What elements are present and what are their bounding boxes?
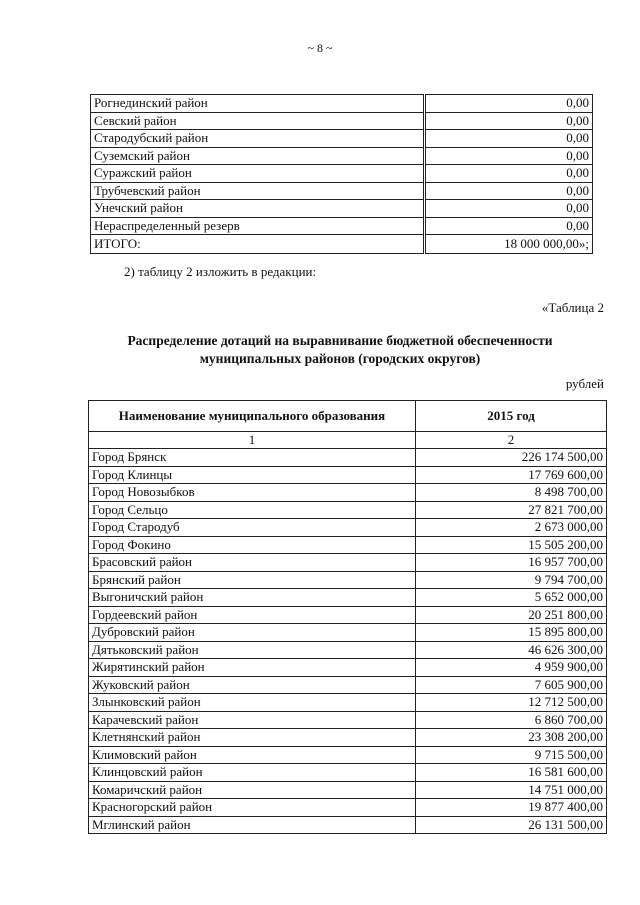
row-value: 46 626 300,00 bbox=[416, 641, 607, 659]
row-name: Севский район bbox=[91, 112, 425, 130]
row-value: 8 498 700,00 bbox=[416, 484, 607, 502]
row-name: Суражский район bbox=[91, 165, 425, 183]
row-value: 2 673 000,00 bbox=[416, 519, 607, 537]
row-value: 18 000 000,00»; bbox=[425, 235, 593, 254]
table-row bbox=[91, 147, 593, 165]
row-value: 16 581 600,00 bbox=[416, 764, 607, 782]
row-name: Выгоничский район bbox=[89, 589, 416, 607]
table-row bbox=[89, 449, 607, 467]
row-value: 0,00 bbox=[425, 112, 593, 130]
row-value: 14 751 000,00 bbox=[416, 781, 607, 799]
row-value: 6 860 700,00 bbox=[416, 711, 607, 729]
row-value: 7 605 900,00 bbox=[416, 676, 607, 694]
column-number-2: 2 bbox=[416, 432, 607, 449]
page-number: ~ 8 ~ bbox=[307, 41, 333, 55]
row-name: Комаричский район bbox=[89, 781, 416, 799]
row-value: 17 769 600,00 bbox=[416, 466, 607, 484]
table-row bbox=[89, 624, 607, 642]
column-header-year: 2015 год bbox=[416, 401, 607, 432]
row-value: 20 251 800,00 bbox=[416, 606, 607, 624]
table-row bbox=[89, 694, 607, 712]
table-row bbox=[89, 746, 607, 764]
table-row bbox=[89, 501, 607, 519]
table-1-body bbox=[91, 95, 593, 254]
row-name: Трубчевский район bbox=[91, 182, 425, 200]
row-value: 0,00 bbox=[425, 147, 593, 165]
row-name: Карачевский район bbox=[89, 711, 416, 729]
row-name: Нераспределенный резерв bbox=[91, 217, 425, 235]
column-number-1: 1 bbox=[89, 432, 416, 449]
row-name: ИТОГО: bbox=[91, 235, 425, 254]
table-row bbox=[89, 641, 607, 659]
row-name: Город Клинцы bbox=[89, 466, 416, 484]
table-heading-line-1: Распределение дотаций на выравнивание бюджетной обеспеченности bbox=[127, 333, 553, 348]
row-name: Клетнянский район bbox=[89, 729, 416, 747]
row-name: Гордеевский район bbox=[89, 606, 416, 624]
row-name: Суземский район bbox=[91, 147, 425, 165]
table-row bbox=[89, 606, 607, 624]
row-name: Красногорский район bbox=[89, 799, 416, 817]
row-name: Город Сельцо bbox=[89, 501, 416, 519]
row-name: Город Брянск bbox=[89, 449, 416, 467]
table-row bbox=[89, 466, 607, 484]
table-2-header-row bbox=[89, 401, 607, 432]
table-row bbox=[89, 571, 607, 589]
table-row bbox=[89, 764, 607, 782]
row-value: 9 715 500,00 bbox=[416, 746, 607, 764]
table-row bbox=[91, 217, 593, 235]
table-row bbox=[89, 554, 607, 572]
row-value: 0,00 bbox=[425, 130, 593, 148]
table-row bbox=[89, 659, 607, 677]
row-name: Стародубский район bbox=[91, 130, 425, 148]
row-name: Город Новозыбков bbox=[89, 484, 416, 502]
row-value: 15 895 800,00 bbox=[416, 624, 607, 642]
row-value: 26 131 500,00 bbox=[416, 816, 607, 834]
row-value: 0,00 bbox=[425, 165, 593, 183]
table-row bbox=[89, 536, 607, 554]
table-2-body bbox=[89, 449, 607, 834]
row-value: 27 821 700,00 bbox=[416, 501, 607, 519]
amendment-paragraph: 2) таблицу 2 изложить в редакции: bbox=[124, 264, 317, 279]
table-row bbox=[91, 235, 593, 254]
table-row bbox=[89, 519, 607, 537]
row-value: 0,00 bbox=[425, 217, 593, 235]
row-value: 19 877 400,00 bbox=[416, 799, 607, 817]
table-row bbox=[89, 711, 607, 729]
row-name: Дубровский район bbox=[89, 624, 416, 642]
units-label: рублей bbox=[565, 376, 604, 391]
row-value: 16 957 700,00 bbox=[416, 554, 607, 572]
row-value: 0,00 bbox=[425, 200, 593, 218]
table-row bbox=[89, 484, 607, 502]
table-row bbox=[89, 589, 607, 607]
row-value: 5 652 000,00 bbox=[416, 589, 607, 607]
row-name: Жуковский район bbox=[89, 676, 416, 694]
table-row bbox=[91, 112, 593, 130]
table-row bbox=[89, 799, 607, 817]
table-row bbox=[89, 676, 607, 694]
row-name: Клинцовский район bbox=[89, 764, 416, 782]
table-heading-line-2: муниципальных районов (городских округов) bbox=[199, 351, 481, 366]
row-value: 12 712 500,00 bbox=[416, 694, 607, 712]
row-name: Климовский район bbox=[89, 746, 416, 764]
table-row bbox=[89, 816, 607, 834]
row-value: 0,00 bbox=[425, 182, 593, 200]
row-name: Город Фокино bbox=[89, 536, 416, 554]
table-2-column-numbers bbox=[89, 432, 607, 449]
row-name: Мглинский район bbox=[89, 816, 416, 834]
table-heading bbox=[80, 332, 600, 368]
table-row bbox=[91, 200, 593, 218]
row-value: 4 959 900,00 bbox=[416, 659, 607, 677]
row-name: Злынковский район bbox=[89, 694, 416, 712]
table-1-continuation bbox=[90, 94, 593, 254]
row-name: Город Стародуб bbox=[89, 519, 416, 537]
row-name: Брянский район bbox=[89, 571, 416, 589]
table-row bbox=[91, 182, 593, 200]
row-value: 9 794 700,00 bbox=[416, 571, 607, 589]
row-name: Рогнединский район bbox=[91, 95, 425, 113]
row-name: Брасовский район bbox=[89, 554, 416, 572]
row-name: Унечский район bbox=[91, 200, 425, 218]
row-name: Жирятинский район bbox=[89, 659, 416, 677]
table-row bbox=[91, 165, 593, 183]
table-label: «Таблица 2 bbox=[541, 300, 604, 315]
row-value: 23 308 200,00 bbox=[416, 729, 607, 747]
table-row bbox=[91, 95, 593, 113]
row-value: 15 505 200,00 bbox=[416, 536, 607, 554]
row-value: 0,00 bbox=[425, 95, 593, 113]
table-row bbox=[89, 781, 607, 799]
table-row bbox=[91, 130, 593, 148]
table-row bbox=[89, 729, 607, 747]
row-name: Дятьковский район bbox=[89, 641, 416, 659]
row-value: 226 174 500,00 bbox=[416, 449, 607, 467]
column-header-name: Наименование муниципального образования bbox=[89, 401, 416, 432]
table-2 bbox=[88, 400, 607, 834]
